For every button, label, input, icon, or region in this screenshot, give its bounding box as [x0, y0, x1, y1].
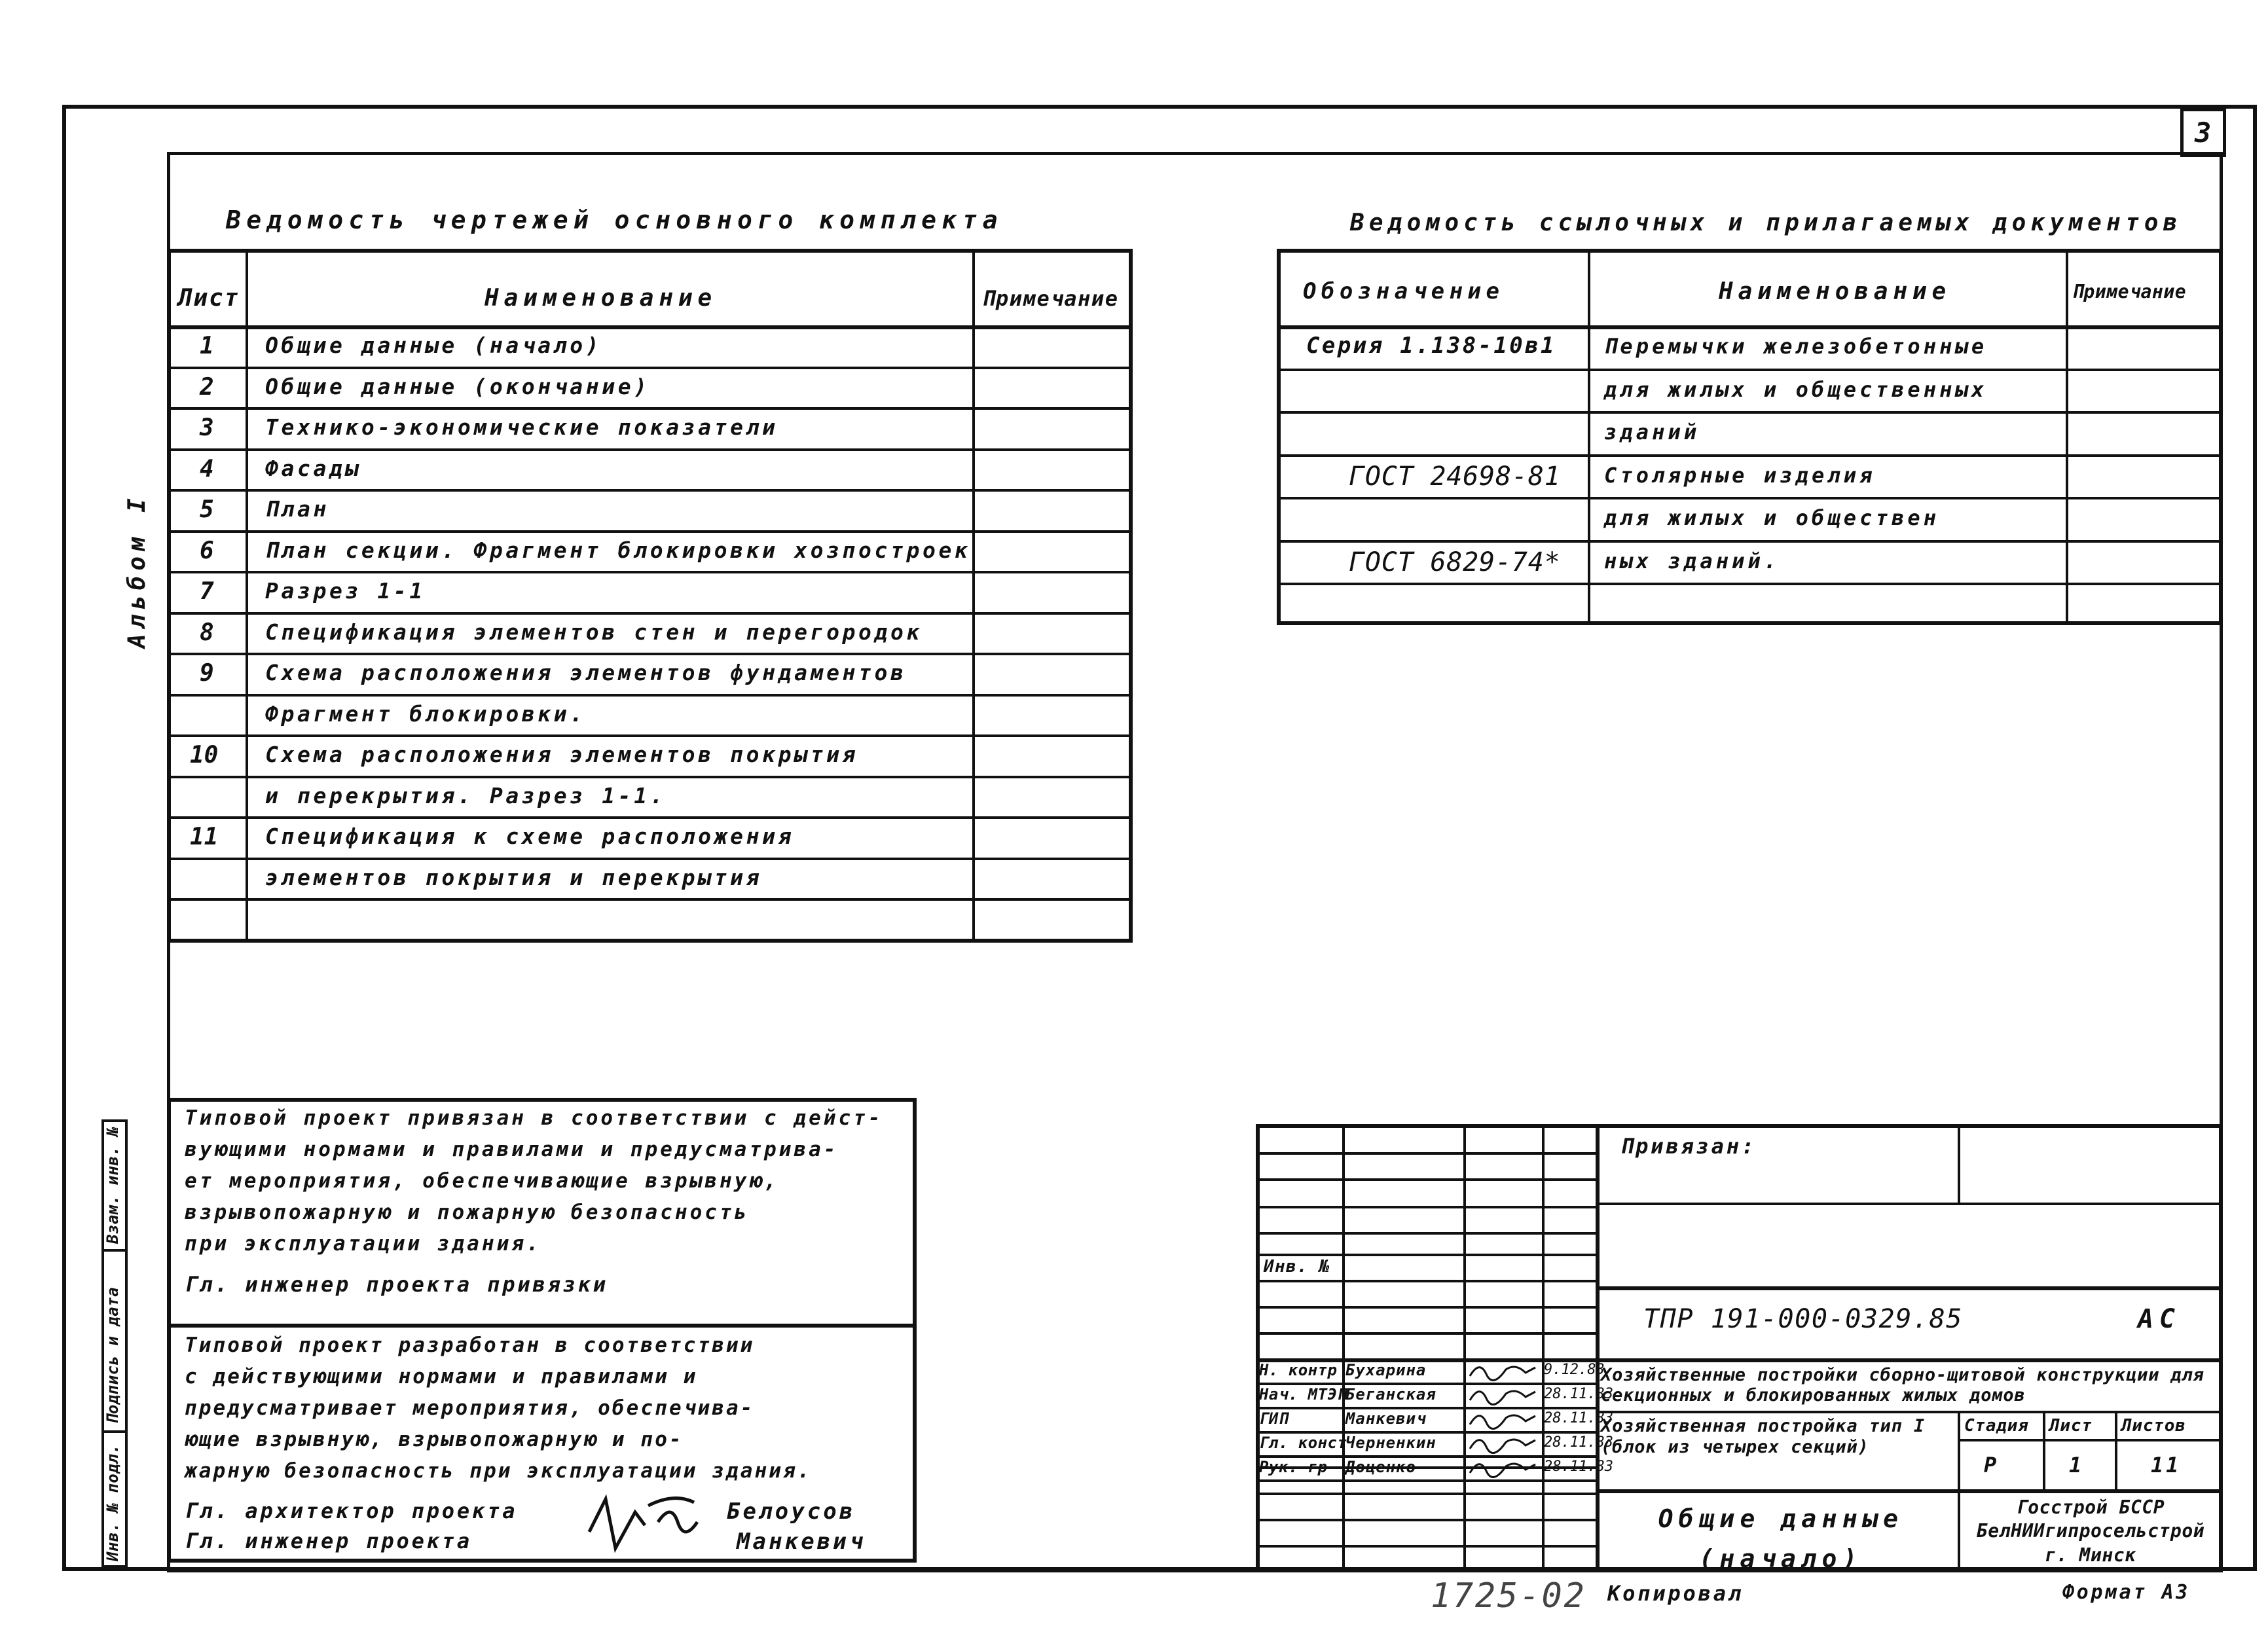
- table-row-line: [167, 407, 1133, 410]
- sheet-number: 3: [2195, 117, 2212, 149]
- left-table-title: Ведомость чертежей основного комплекта: [226, 206, 1004, 234]
- tb-bound-divider: [1958, 1124, 1960, 1203]
- tb-v4: [1596, 1124, 1600, 1572]
- tb-v3: [1542, 1124, 1545, 1572]
- designation-cell: ГОСТ 6829-74*: [1349, 547, 1561, 577]
- sheet-no-cell: 7: [200, 578, 214, 605]
- architect-role: Гл. архитектор проекта: [185, 1498, 518, 1523]
- project-description: Хозяйственные постройки сборно-щитовой конструкции для секционных и блокированных жилых домов: [1601, 1365, 2204, 1406]
- tb-h-bound: [1596, 1203, 2223, 1205]
- binding-note-divider: [167, 1324, 917, 1328]
- side-stamp-line-2: [101, 1430, 128, 1433]
- signer-name: Доценко: [1345, 1458, 1416, 1476]
- title-grid-line: [1256, 1206, 1596, 1208]
- sheet-name-cell: и перекрытия. Разрез 1-1.: [265, 782, 667, 808]
- signer-date: 28.11.83: [1544, 1410, 1613, 1426]
- sheet-name-cell: элементов покрытия и перекрытия: [265, 864, 763, 890]
- table-row-line: [167, 530, 1133, 533]
- table-row-line: [167, 571, 1133, 573]
- signer-date: 28.11.83: [1544, 1434, 1613, 1451]
- sheet-name-cell: План: [265, 496, 329, 522]
- left-header-name: Наименование: [485, 285, 718, 312]
- signer-role: Гл. конст: [1259, 1434, 1347, 1452]
- title-grid-line: [1256, 1232, 1596, 1235]
- binding-note-line: Типовой проект привязан в соответствии с дейст-: [185, 1106, 883, 1130]
- binding-note-box: [167, 1098, 917, 1563]
- signer-name: Бухарина: [1345, 1361, 1427, 1379]
- sheet-name-cell: Технико-экономические показатели: [265, 414, 778, 440]
- signer-name: Черненкин: [1345, 1434, 1436, 1452]
- table-row-line: [167, 776, 1133, 778]
- signer-date: 9.12.83: [1544, 1362, 1605, 1378]
- title-grid-line: [1256, 1545, 1596, 1548]
- developed-note-line: ющие взрывную, взрывопожарную и по-: [185, 1428, 684, 1451]
- binding-note-line: при эксплуатации здания.: [185, 1232, 541, 1256]
- sheet-name-cell: Общие данные (начало): [265, 333, 602, 358]
- signer-date: 28.11.83: [1544, 1386, 1613, 1402]
- tb-v-sheet: [2043, 1411, 2045, 1489]
- right-table-title: Ведомость ссылочных и прилагаемых документов: [1350, 209, 2182, 236]
- title-grid-line: [1256, 1254, 1596, 1256]
- stamp-label-inv: Инв. № подл.: [103, 1443, 122, 1561]
- table-row-line: [167, 816, 1133, 819]
- designation-cell: Серия 1.138-10в1: [1306, 333, 1556, 359]
- bound-label: Привязан:: [1620, 1134, 1757, 1159]
- inv-label: Инв. №: [1264, 1257, 1330, 1277]
- table-row-line: [167, 858, 1133, 860]
- right-header-designation: Обозначение: [1303, 278, 1505, 304]
- doc-name-cell: Перемычки железобетонные: [1604, 334, 1988, 359]
- sheet-value: 1: [2069, 1453, 2085, 1477]
- signer-role: Нач. МТЭП: [1259, 1385, 1347, 1404]
- table-row-line: [167, 489, 1133, 492]
- binding-note-line: взрывопожарную и пожарную безопасность: [185, 1201, 750, 1224]
- right-col1-divider: [1588, 249, 1590, 625]
- tb-h-stage: [1958, 1439, 2223, 1441]
- sheets-header: Листов: [2121, 1416, 2186, 1436]
- sheet-name-cell: Схема расположения элементов фундаментов: [265, 660, 907, 685]
- developed-note-line: с действующими нормами и правилами и: [185, 1365, 698, 1388]
- tb-h-name-top: [1596, 1489, 2223, 1493]
- album-label: Альбом I: [124, 493, 151, 648]
- signer-name: Беганская: [1345, 1385, 1436, 1404]
- table-row-line: [167, 734, 1133, 737]
- organization: Госстрой БССР БелНИИгипросельстрой г. Минск: [1976, 1496, 2205, 1566]
- developed-note-line: предусматривает мероприятия, обеспечива-: [185, 1396, 755, 1420]
- tb-v2: [1463, 1124, 1466, 1572]
- signer-name: Манкевич: [1345, 1409, 1427, 1428]
- sheet-no-cell: 8: [200, 619, 214, 646]
- table-row-line: [1277, 497, 2223, 499]
- tb-v-stage: [1958, 1411, 1960, 1489]
- doc-name-cell: Столярные изделия: [1604, 462, 1876, 488]
- sheet-no-cell: 6: [200, 537, 214, 564]
- sheet-no-cell: 11: [190, 824, 219, 850]
- left-header-sheet: Лист: [178, 285, 240, 312]
- developed-note-line: Типовой проект разработан в соответствии: [185, 1333, 755, 1357]
- signer-role: Н. контр: [1259, 1361, 1338, 1379]
- architect-name: Белоусов: [727, 1498, 856, 1525]
- project-code: ТПР 191-000-0329.85: [1643, 1304, 1963, 1334]
- table-row-line: [167, 653, 1133, 655]
- table-row-line: [1277, 540, 2223, 543]
- tb-v-org: [1958, 1489, 1960, 1572]
- doc-name-cell: ных зданий.: [1604, 548, 1780, 573]
- sheet-no-cell: 10: [190, 742, 219, 769]
- binding-engineer: Гл. инженер проекта привязки: [185, 1272, 608, 1297]
- designation-cell: ГОСТ 24698-81: [1349, 461, 1561, 492]
- signer-signature: [1467, 1384, 1539, 1406]
- signer-row-line: [1256, 1479, 1596, 1482]
- doc-name-cell: для жилых и общественных: [1604, 376, 1988, 402]
- title-grid-line: [1256, 1332, 1596, 1335]
- binding-note-line: ет мероприятия, обеспечивающие взрывную,: [185, 1169, 779, 1193]
- table-row-line: [167, 898, 1133, 901]
- signer-signature: [1467, 1432, 1539, 1455]
- left-header-note: Примечание: [982, 286, 1119, 311]
- stage-header: Стадия: [1964, 1416, 2029, 1436]
- developed-note-line: жарную безопасность при эксплуатации здания.: [185, 1459, 812, 1483]
- title-grid-line: [1256, 1306, 1596, 1309]
- table-row-line: [167, 448, 1133, 451]
- tb-h-code-top: [1596, 1286, 2223, 1290]
- signer-signature: [1467, 1457, 1539, 1479]
- sheet-name-cell: Разрез 1-1: [265, 578, 426, 604]
- sheets-value: 11: [2151, 1453, 2182, 1477]
- sheet-no-cell: 9: [200, 660, 214, 687]
- stamp-label-replace: Взам. инв. №: [103, 1126, 122, 1244]
- table-row-line: [1277, 454, 2223, 457]
- stamp-label-signature: Подпись и дата: [103, 1286, 122, 1424]
- sheet-name-cell: Фасады: [265, 455, 361, 481]
- right-header-name: Наименование: [1719, 278, 1952, 305]
- title-grid-line: [1256, 1280, 1596, 1282]
- sheet-no-cell: 3: [200, 414, 214, 441]
- chief-signature: [576, 1486, 707, 1558]
- sheet-no-cell: 4: [200, 455, 214, 482]
- signer-signature: [1467, 1408, 1539, 1430]
- tb-v1: [1342, 1124, 1345, 1572]
- table-row-line: [167, 694, 1133, 697]
- doc-name-cell: для жилых и обществен: [1604, 505, 1940, 530]
- sheet-name-cell: Схема расположения элементов покрытия: [265, 742, 859, 767]
- tb-v-sheets: [2115, 1411, 2117, 1489]
- footer-format: Формат А3: [2062, 1581, 2190, 1604]
- side-stamp-line-1: [101, 1249, 128, 1252]
- stage-value: Р: [1984, 1453, 2000, 1477]
- sheet-name-cell: Общие данные (окончание): [265, 373, 650, 399]
- signer-role: Рук. гр: [1259, 1458, 1328, 1476]
- left-col1-divider: [246, 249, 248, 943]
- engineer-role: Гл. инженер проекта: [185, 1529, 473, 1553]
- title-grid-line: [1256, 1493, 1596, 1495]
- signer-date: 28.11.83: [1544, 1459, 1613, 1475]
- title-grid-line: [1256, 1178, 1596, 1181]
- right-header-note: Примечание: [2072, 281, 2187, 302]
- sheet-no-cell: 2: [200, 373, 214, 401]
- table-row-line: [1277, 369, 2223, 371]
- sheet-name: Общие данные (начало): [1658, 1504, 1904, 1573]
- sheet-no-cell: 5: [200, 496, 214, 523]
- sheet-name-cell: Фрагмент блокировки.: [265, 700, 586, 727]
- table-row-line: [167, 367, 1133, 369]
- title-grid-line: [1256, 1152, 1596, 1155]
- title-grid-line: [1256, 1519, 1596, 1521]
- sheet-name-cell: Спецификация элементов стен и перегородок: [265, 619, 923, 645]
- table-row-line: [1277, 411, 2223, 414]
- tb-h-desc-bottom: [1596, 1411, 2223, 1413]
- signer-role: ГИП: [1259, 1409, 1289, 1428]
- sheet-header: Лист: [2049, 1416, 2093, 1436]
- engineer-name: Манкевич: [737, 1529, 866, 1555]
- left-col2-divider: [972, 249, 975, 943]
- footer-copied: Копировал: [1607, 1581, 1744, 1606]
- left-header-line: [167, 325, 1133, 329]
- sub-description: Хозяйственная постройка тип I (блок из четырех секций): [1601, 1416, 1925, 1458]
- right-col2-divider: [2066, 249, 2068, 625]
- sheet-no-cell: 1: [200, 333, 214, 359]
- binding-note-line: вующими нормами и правилами и предусматрива-: [185, 1138, 839, 1161]
- right-header-line: [1277, 325, 2223, 329]
- sheet-name-cell: План секции. Фрагмент блокировки хозпостроек: [265, 537, 971, 563]
- project-code-suffix: АС: [2138, 1304, 2181, 1334]
- footer-number: 1725-02: [1431, 1576, 1586, 1616]
- signer-signature: [1467, 1360, 1539, 1382]
- table-row-line: [1277, 583, 2223, 585]
- table-row-line: [167, 612, 1133, 615]
- sheet-name-cell: Спецификация к схеме расположения: [265, 824, 795, 849]
- doc-name-cell: зданий: [1604, 420, 1700, 444]
